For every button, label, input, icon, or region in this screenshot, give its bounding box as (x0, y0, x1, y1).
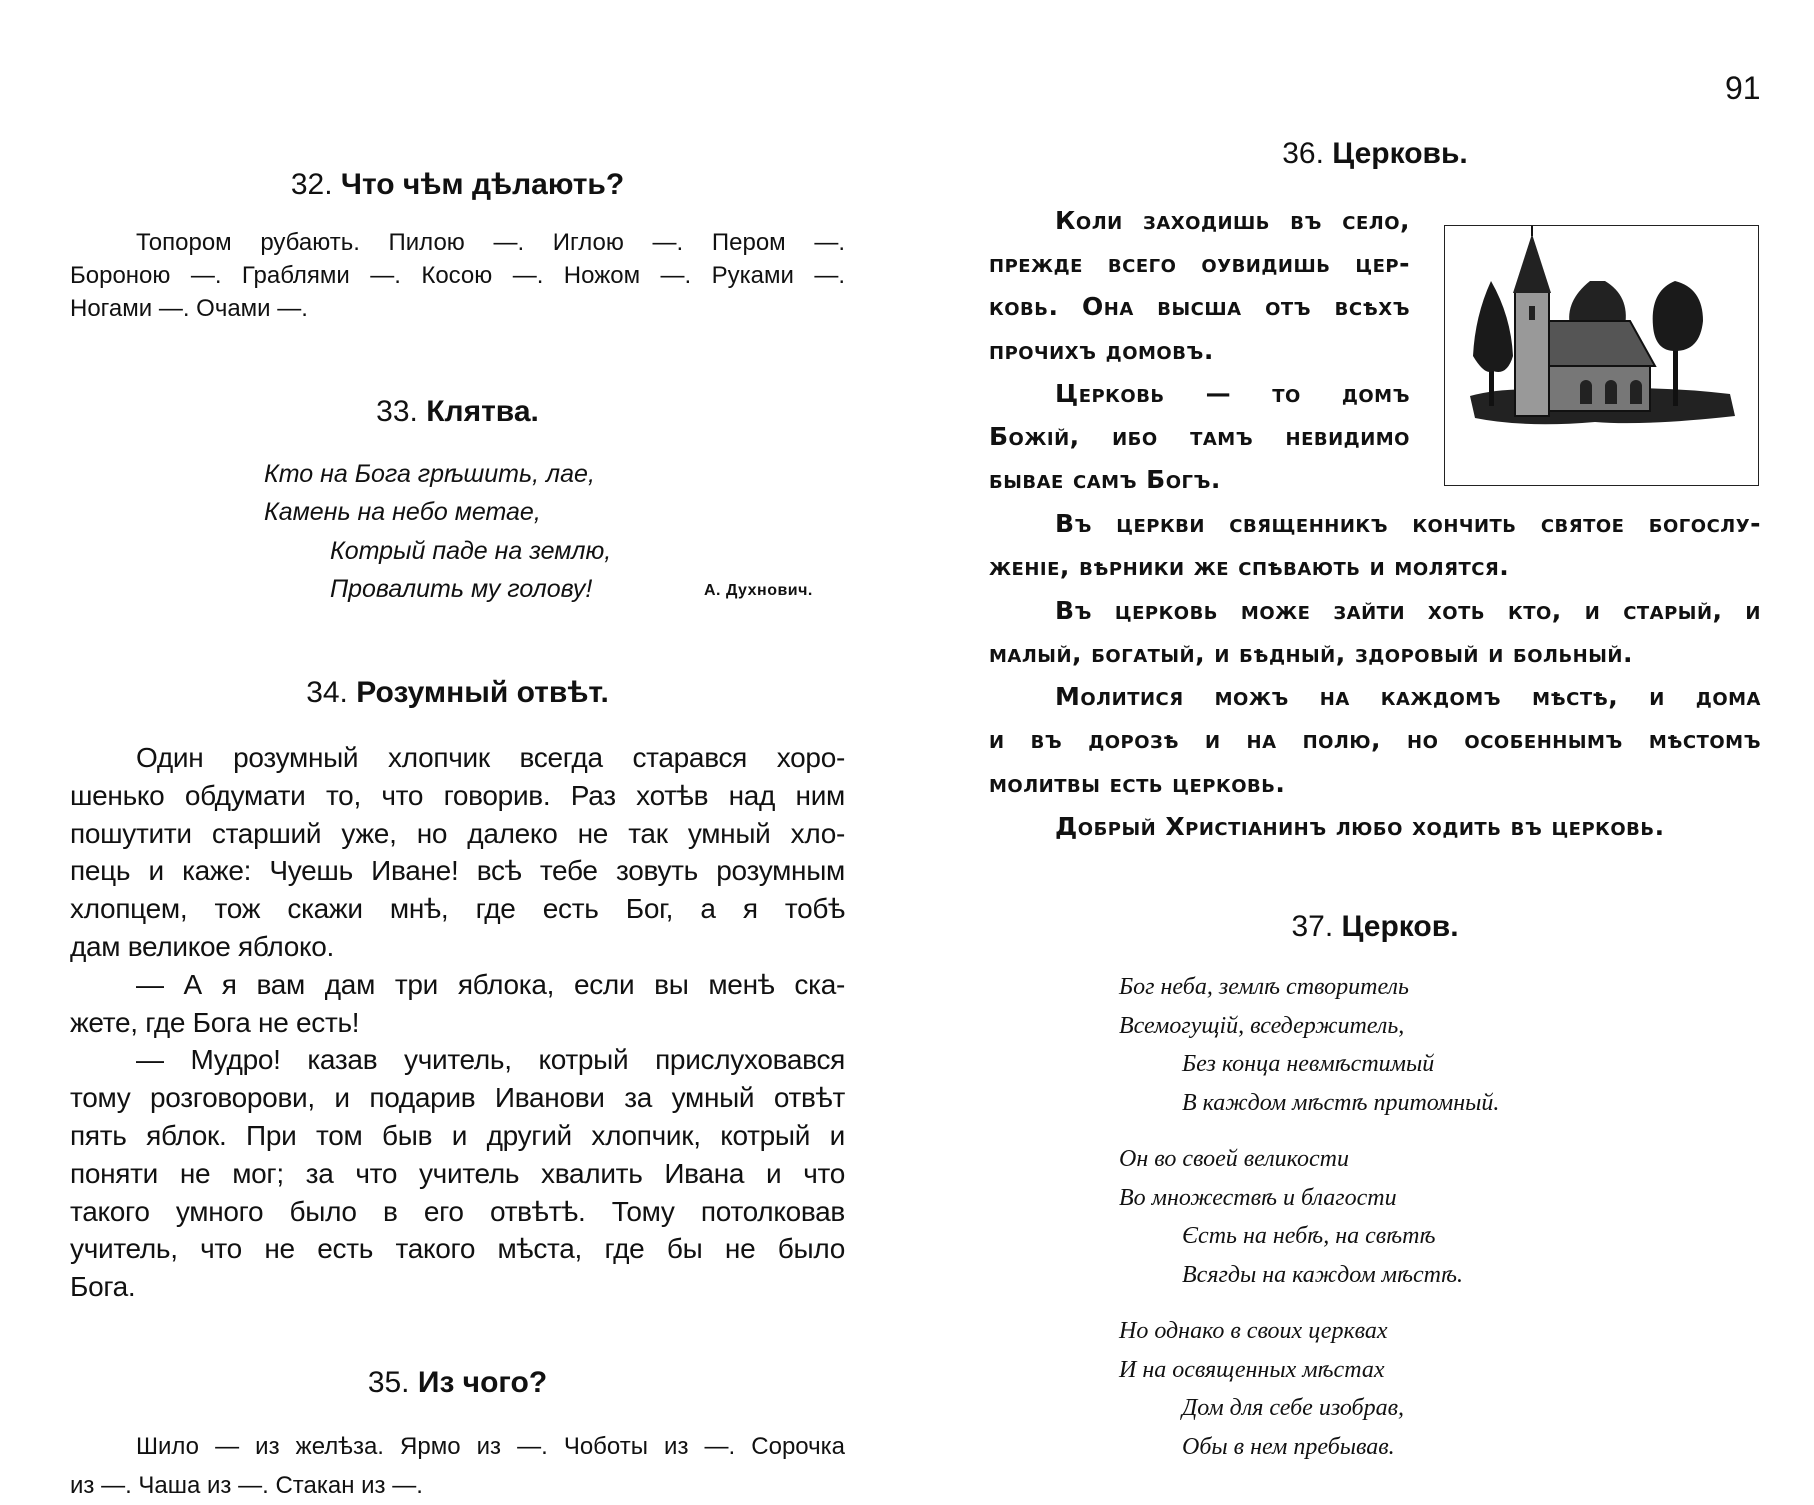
text-line: пець и каже: Чуешь Иване! всѣ тебе зовуть розумным (70, 855, 845, 887)
text-line: и въ дорозѣ и на полю, но особеннымъ мѣстомъ (989, 725, 1761, 755)
poem-line: Єсть на небѣ, на свѣтѣ (1182, 1223, 1436, 1249)
section-37-heading (989, 909, 1761, 945)
text-line: жете, где Бога не есть! (70, 1006, 360, 1038)
section-number: 34. (306, 676, 348, 709)
text-line: Ногами —. Очами —. (70, 295, 308, 322)
section-35-heading (70, 1365, 845, 1401)
text-line: бываe самъ Богъ. (989, 465, 1221, 495)
section-title: Клятва. (426, 395, 539, 428)
section-36-heading (989, 136, 1761, 172)
poem-line: Бог неба, землѣ створитель (1119, 974, 1409, 1000)
text-line: тому розговорови, и подарив Иванови за умный отвѣт (70, 1082, 845, 1114)
poem-line: Дом для себе изобрав, (1182, 1395, 1405, 1421)
section-title: Церковь. (1332, 137, 1468, 170)
text-line: малый, богатый, и бѣдный, здоровый и больный. (989, 638, 1633, 668)
text-line: Церковь — то домъ (1055, 378, 1410, 408)
section-title: Розумный отвѣт. (356, 676, 609, 709)
section-number: 37. (1291, 910, 1334, 943)
poem-line: Камень на небо метае, (264, 498, 541, 527)
poem-line: Всягды на каждом мѣстѣ. (1182, 1261, 1463, 1288)
text-line: Бога. (70, 1271, 136, 1303)
text-line: пошутити старший уже, но далеко не так умный хло- (70, 817, 845, 849)
section-number: 33. (376, 395, 418, 428)
poem-line: Всемогущій, вседержитель, (1119, 1012, 1405, 1039)
text-line: из —. Чаша из —. Стакан из —. (70, 1472, 423, 1499)
section-33-poem (264, 455, 611, 608)
poem-author: А. Духнович. (704, 582, 813, 599)
poem-line: Обы в нем пребывав. (1182, 1433, 1395, 1460)
text-line: Молитися можъ на каждомъ мѣстѣ, и дома (1055, 682, 1761, 712)
poem-line: Кто на Бога грѣшить, лае, (264, 460, 595, 488)
section-title: Что чѣм дѣлають? (340, 168, 625, 201)
poem-line: Котрый паде на землю, (330, 536, 612, 565)
poem-line: Провалить му голову! (330, 574, 593, 603)
poem-line: Во множествѣ и благости (1119, 1184, 1397, 1211)
text-line: Шило — из желѣза. Ярмо из —. Чоботы из —. Сорочка (136, 1433, 845, 1460)
page-number: 91 (1725, 70, 1761, 106)
section-36-text (989, 502, 1761, 848)
section-34-text (70, 739, 845, 1306)
section-number: 35. (367, 1366, 410, 1399)
text-line: молитвы есть церковь. (989, 768, 1286, 798)
text-line: Божій, ибо тамъ невидимо (989, 422, 1410, 452)
section-title: Церков. (1341, 910, 1459, 943)
poem-line: Но однако в своих церквах (1119, 1318, 1388, 1344)
section-title: Из чого? (417, 1366, 548, 1399)
section-33-heading (70, 394, 845, 430)
text-line: Коли заходишь въ село, (1055, 206, 1410, 235)
text-line: ковь. Она высша отъ всѣхъ (989, 292, 1410, 322)
text-line: пять яблок. При том быв и другий хлопчик, котрый и (70, 1119, 845, 1151)
section-number: 32. (290, 168, 333, 201)
section-36-text-beside-picture (989, 199, 1410, 501)
section-32-heading (70, 167, 845, 203)
section-34-heading (70, 675, 845, 711)
poem-stanza (1119, 1312, 1404, 1466)
section-32-text (70, 226, 845, 325)
section-35-text (70, 1427, 845, 1505)
text-line: дам великое яблоко. (70, 930, 334, 962)
text-line: поняти не мог; за что учитель хвалить Ивана и что (70, 1157, 845, 1189)
text-line: прочихъ домовъ. (989, 335, 1214, 365)
poem-stanza (1119, 1140, 1463, 1294)
text-line: хлопцем, тож скажи мнѣ, где есть Бог, а я тобѣ (70, 893, 845, 925)
poem-line: В каждом мѣстѣ притомный. (1182, 1089, 1500, 1116)
text-line: шенько обдумати то, что говорив. Раз хотѣв над ним (70, 779, 845, 811)
text-line: Въ церкви священникъ кончить святое богослу- (1055, 509, 1761, 538)
text-line: учитель, что не есть такого мѣста, где бы не было (70, 1233, 845, 1265)
text-line: — А я вам дам три яблока, если вы менѣ ска- (136, 968, 845, 1000)
text-line: Один розумный хлопчик всегда старався хоро- (136, 742, 845, 773)
poem-stanza (1119, 968, 1499, 1122)
text-line: женіе, вѣрники же спѣвають и молятся. (989, 552, 1510, 582)
text-line: Добрый Христіанинъ любо ходить въ церковь. (1055, 812, 1665, 842)
text-line: прежде всего оувидишь цер- (989, 249, 1410, 279)
text-line: Топором рубають. Пилою —. Иглою —. Пером —. (136, 229, 845, 256)
poem-line: Он во своей великости (1119, 1146, 1349, 1172)
text-line: Бороною —. Граблями —. Косою —. Ножом —. Руками —. (70, 262, 845, 289)
text-line: такого умного было в его отвѣтѣ. Тому потолковав (70, 1195, 845, 1227)
section-number: 36. (1282, 137, 1324, 170)
text-line: Въ церковь може зайти хоть кто, и старый, и (1055, 595, 1761, 625)
text-line: — Мудро! казав учитель, котрый прислуховався (136, 1044, 845, 1076)
church-illustration-icon (1444, 225, 1759, 486)
poem-line: Без конца невмѣстимый (1182, 1051, 1435, 1077)
poem-line: И на освященных мѣстах (1119, 1356, 1385, 1383)
